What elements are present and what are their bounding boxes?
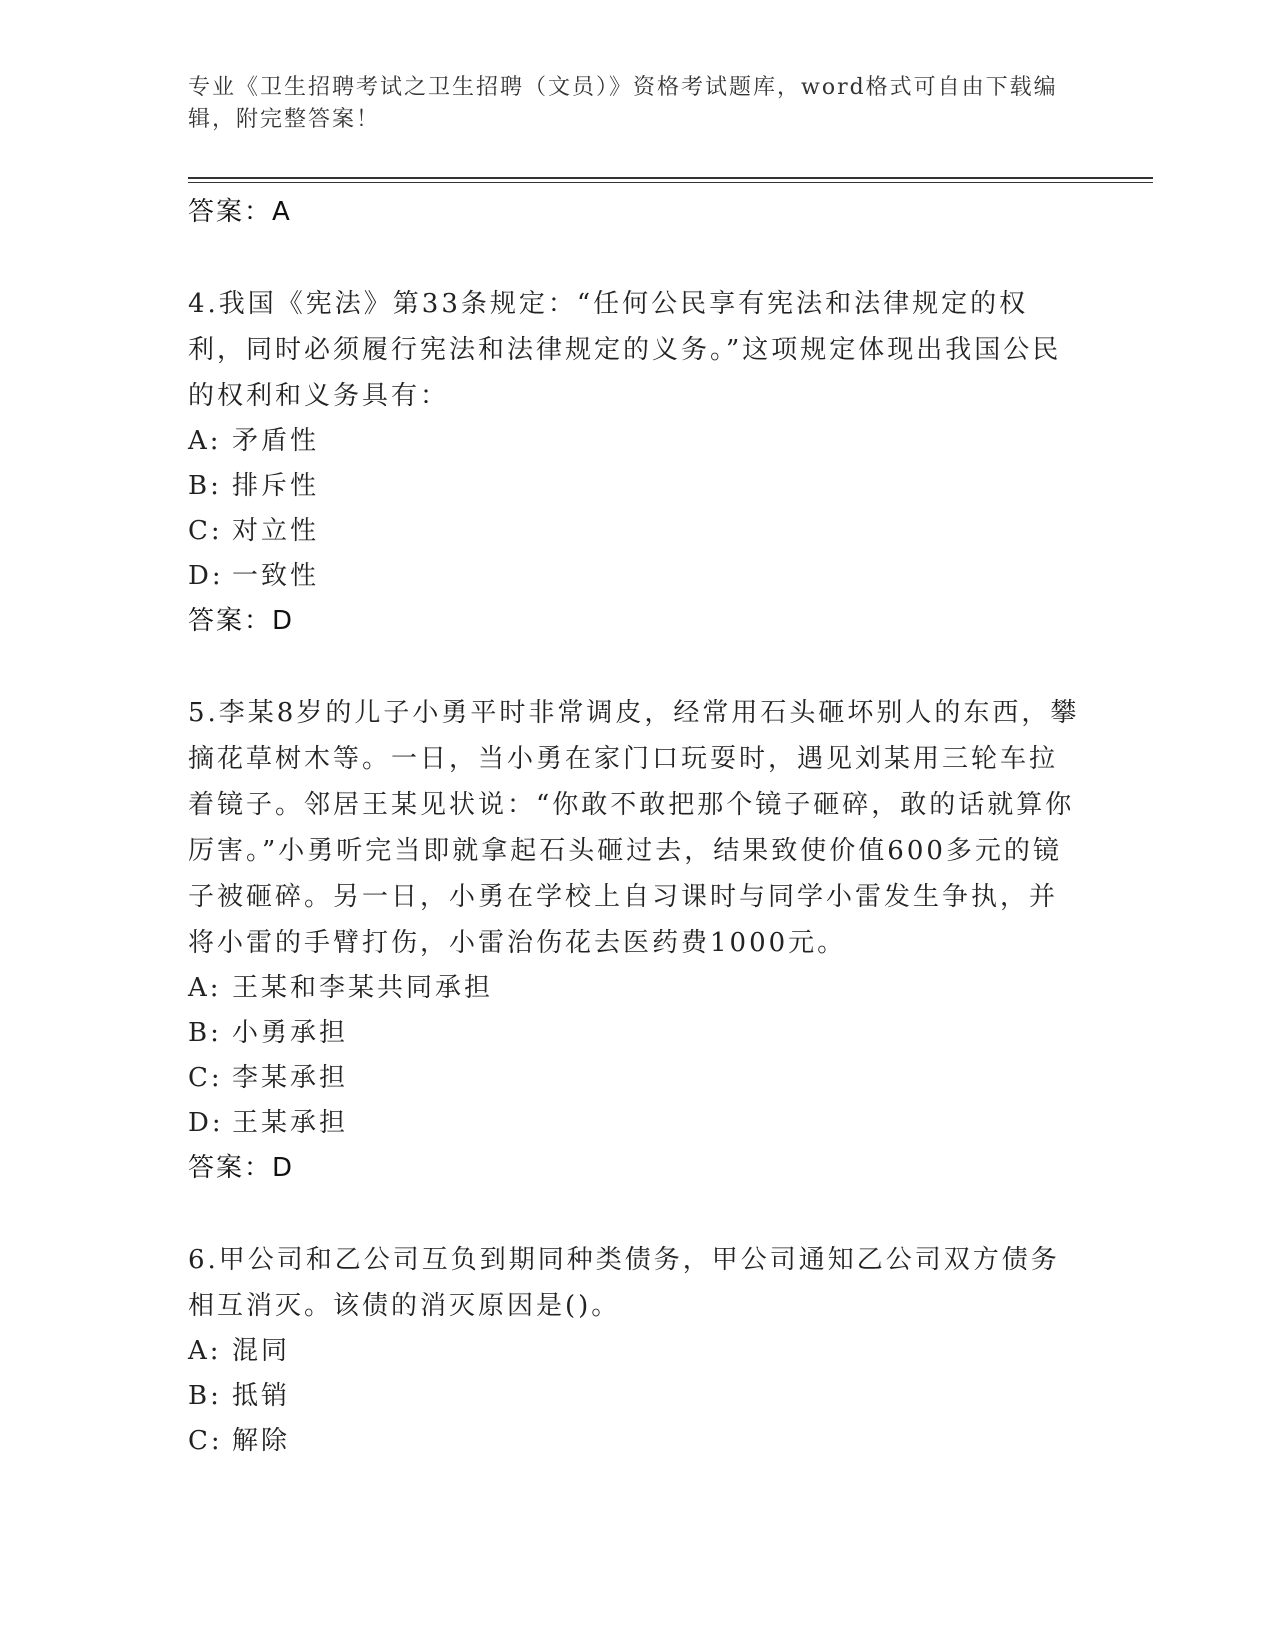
header-divider-thin [188, 182, 1153, 183]
document-header: 专业《卫生招聘考试之卫生招聘（文员）》资格考试题库，word格式可自由下载编辑，附完整答案！ [188, 75, 1058, 132]
option-letter: D: [188, 561, 224, 591]
option-letter: A: [188, 426, 222, 456]
option-a [188, 419, 1083, 464]
option-text: 王某和李某共同承担 [232, 973, 494, 1003]
option-b [188, 1374, 1083, 1419]
option-text: 抵销 [232, 1381, 291, 1411]
option-d [188, 1101, 1083, 1146]
option-b [188, 464, 1083, 509]
option-text: 排斥性 [232, 471, 320, 501]
option-letter: A: [188, 1336, 222, 1366]
option-text: 解除 [232, 1426, 291, 1456]
answer-value: D [272, 606, 295, 636]
option-text: 一致性 [232, 561, 320, 591]
answer-label: 答案： [188, 197, 273, 227]
option-letter: C: [188, 1426, 223, 1456]
header-divider-thick [188, 177, 1153, 179]
question-stem: 6.甲公司和乙公司互负到期同种类债务，甲公司通知乙公司双方债务相互消灭。该债的消灭原因是()。 [188, 1245, 1060, 1321]
answer-value: A [272, 197, 292, 227]
option-letter: A: [188, 973, 222, 1003]
option-text: 王某承担 [232, 1108, 349, 1138]
question-stem: 4.我国《宪法》第33条规定：“任何公民享有宪法和法律规定的权利，同时必须履行宪法和法律规定的义务。”这项规定体现出我国公民的权利和义务具有： [188, 289, 1062, 411]
question-content [188, 190, 1083, 1464]
option-letter: C: [188, 516, 223, 546]
answer-label: 答案： [188, 1153, 273, 1183]
option-text: 李某承担 [232, 1063, 349, 1093]
option-c [188, 1419, 1083, 1464]
option-letter: D: [188, 1108, 224, 1138]
spacer [188, 1191, 1083, 1237]
option-letter: B: [188, 1018, 222, 1048]
option-a [188, 1329, 1083, 1374]
answer-line [188, 190, 1083, 235]
answer-value: D [272, 1153, 295, 1183]
option-text: 混同 [232, 1336, 291, 1366]
answer-label: 答案： [188, 606, 273, 636]
option-letter: B: [188, 1381, 222, 1411]
question-6 [188, 1237, 1083, 1464]
option-b [188, 1011, 1083, 1056]
option-text: 矛盾性 [232, 426, 320, 456]
option-letter: B: [188, 471, 222, 501]
answer-line [188, 1146, 1083, 1191]
option-a [188, 966, 1083, 1011]
spacer [188, 644, 1083, 690]
question-4 [188, 281, 1083, 644]
option-text: 小勇承担 [232, 1018, 349, 1048]
option-d [188, 554, 1083, 599]
option-text: 对立性 [232, 516, 320, 546]
spacer [188, 235, 1083, 281]
option-c [188, 1056, 1083, 1101]
option-letter: C: [188, 1063, 223, 1093]
option-c [188, 509, 1083, 554]
question-stem: 5.李某8岁的儿子小勇平时非常调皮，经常用石头砸坏别人的东西，攀摘花草树木等。一日，当小勇在家门口玩耍时，遇见刘某用三轮车拉着镜子。邻居王某见状说：“你敢不敢把那个镜子砸碎，敢的话就算你厉害。”小勇听完当即就拿起石头砸过去，结果致使价值600多元的镜子被砸碎。另一日，小勇在学校上自习课时与同学小雷发生争执，并将小雷的手臂打伤，小雷治伤花去医药费1000元。 [188, 698, 1080, 958]
answer-line [188, 599, 1083, 644]
question-5 [188, 690, 1083, 1191]
